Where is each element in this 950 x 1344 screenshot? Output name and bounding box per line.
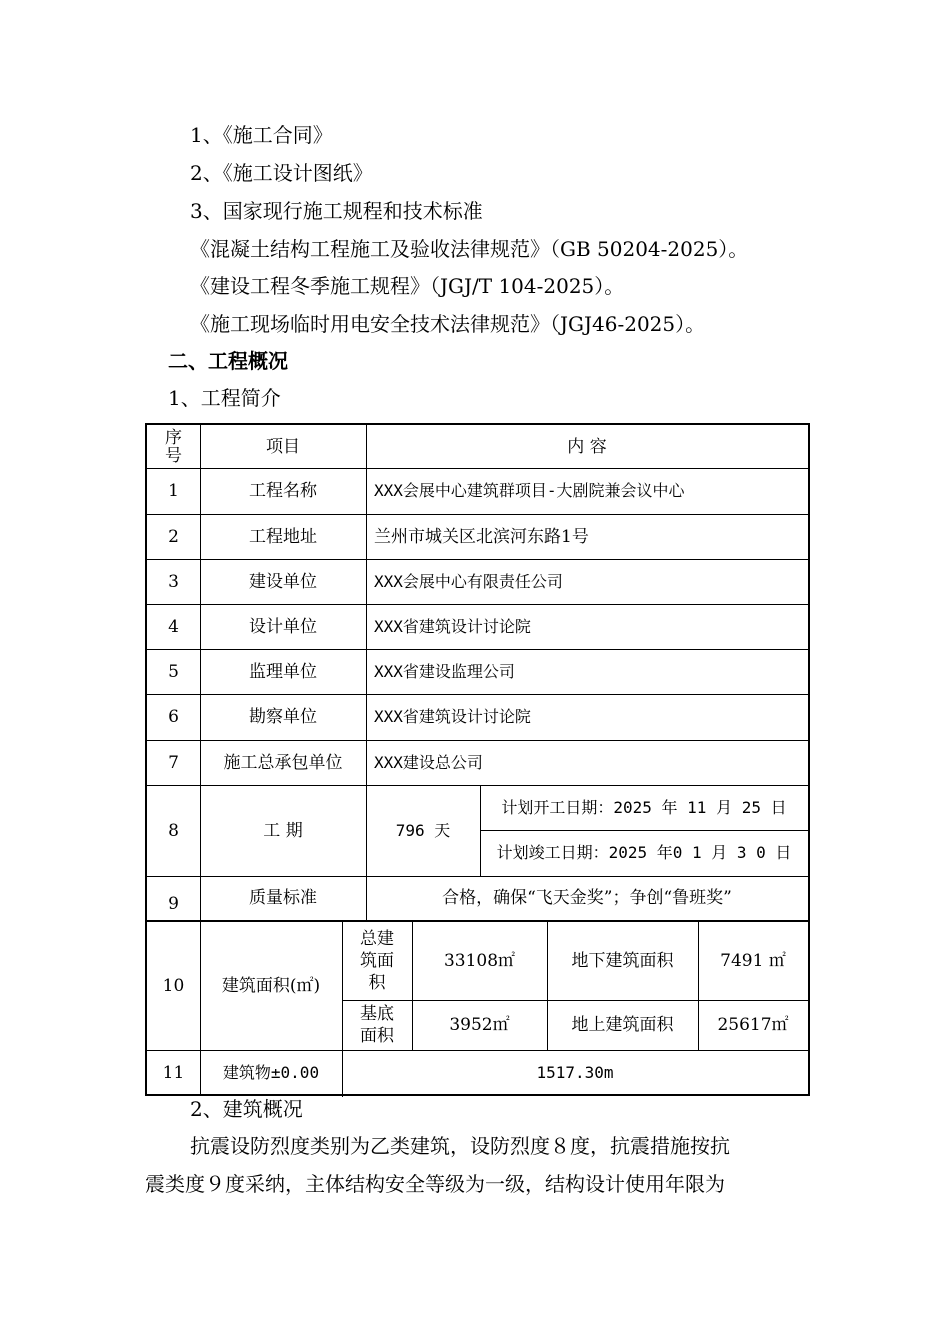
basis-item-1: 1、《施工合同》	[190, 123, 333, 147]
elevation-label: 建筑物±0.00	[222, 1063, 320, 1082]
header-no: 序号	[165, 427, 182, 466]
row-no: 1	[168, 481, 179, 501]
planned-start-date: 计划开工日期：2025 年 11 月 25 日	[501, 797, 787, 817]
row-content: XXX省建筑设计讨论院	[374, 616, 531, 636]
total-area-value: 33108㎡	[443, 951, 516, 971]
elevation-no: 11	[162, 1063, 185, 1083]
period-label: 工 期	[263, 820, 303, 841]
row-item: 勘察单位	[249, 707, 317, 727]
quality-standard: 合格，确保“飞天金奖”；争创“鲁班奖”	[442, 888, 732, 908]
underground-area-value: 7491 ㎡	[720, 951, 786, 971]
basis-item-3: 3、国家现行施工规程和技术标准	[190, 199, 483, 223]
row-item: 监理单位	[249, 661, 317, 682]
header-item: 项目	[266, 436, 300, 457]
standard-3: 《施工现场临时用电安全技术法律规范》（JGJ46-2025）。	[190, 312, 706, 336]
planned-end-date: 计划竣工日期：2025 年0 1 月 3 0 日	[496, 843, 792, 862]
row-content: XXX省建筑设计讨论院	[374, 707, 531, 726]
row-content: XXX建设总公司	[374, 752, 483, 772]
subsection-title-2: 2、建筑概况	[190, 1097, 303, 1121]
period-days: 796 天	[395, 820, 451, 840]
row-item: 工程地址	[249, 526, 317, 547]
base-area-label: 基底面积	[360, 1004, 394, 1046]
row-item: 施工总承包单位	[223, 752, 343, 773]
row-no: 3	[168, 571, 179, 592]
basis-item-2: 2、《施工设计图纸》	[190, 161, 373, 185]
underground-area-label: 地下建筑面积	[571, 951, 674, 971]
area-label: 建筑面积(㎡)	[221, 976, 321, 996]
project-overview-table	[145, 423, 810, 1096]
row-item: 建设单位	[249, 571, 317, 592]
row-content: XXX会展中心建筑群项目-大剧院兼会议中心	[374, 481, 685, 500]
row-item: 设计单位	[249, 616, 317, 637]
row-no: 2	[168, 526, 179, 547]
above-ground-area-label: 地上建筑面积	[571, 1015, 674, 1035]
above-ground-area-value: 25617㎡	[717, 1015, 789, 1035]
row-content: 兰州市城关区北滨河东路1号	[374, 526, 589, 547]
row-content: XXX会展中心有限责任公司	[374, 571, 563, 591]
header-content: 内 容	[567, 436, 607, 457]
row-no: 5	[168, 661, 179, 682]
row-content: XXX省建设监理公司	[374, 661, 515, 681]
area-no: 10	[162, 976, 185, 996]
row-no: 6	[168, 707, 179, 727]
period-no: 8	[168, 820, 179, 841]
standard-1: 《混凝土结构工程施工及验收法律规范》（GB 50204-2025）。	[190, 237, 749, 261]
row-no: 7	[168, 752, 179, 773]
standard-2: 《建设工程冬季施工规程》（JGJ/T 104-2025）。	[190, 274, 625, 298]
base-area-value: 3952㎡	[449, 1015, 510, 1035]
row-no: 4	[168, 616, 179, 637]
paragraph-line-2: 震类度９度采纳，主体结构安全等级为一级，结构设计使用年限为	[145, 1172, 725, 1196]
row-item: 工程名称	[249, 481, 317, 501]
quality-label: 质量标准	[249, 888, 317, 908]
paragraph-line-1: 抗震设防烈度类别为乙类建筑，设防烈度８度，抗震措施按抗	[190, 1134, 730, 1158]
section-title: 二、工程概况	[168, 349, 288, 373]
subsection-title: 1、工程简介	[168, 386, 281, 410]
elevation-value: 1517.30m	[536, 1063, 614, 1082]
quality-no: 9	[168, 894, 179, 914]
total-area-label: 总建筑面积	[360, 929, 394, 993]
